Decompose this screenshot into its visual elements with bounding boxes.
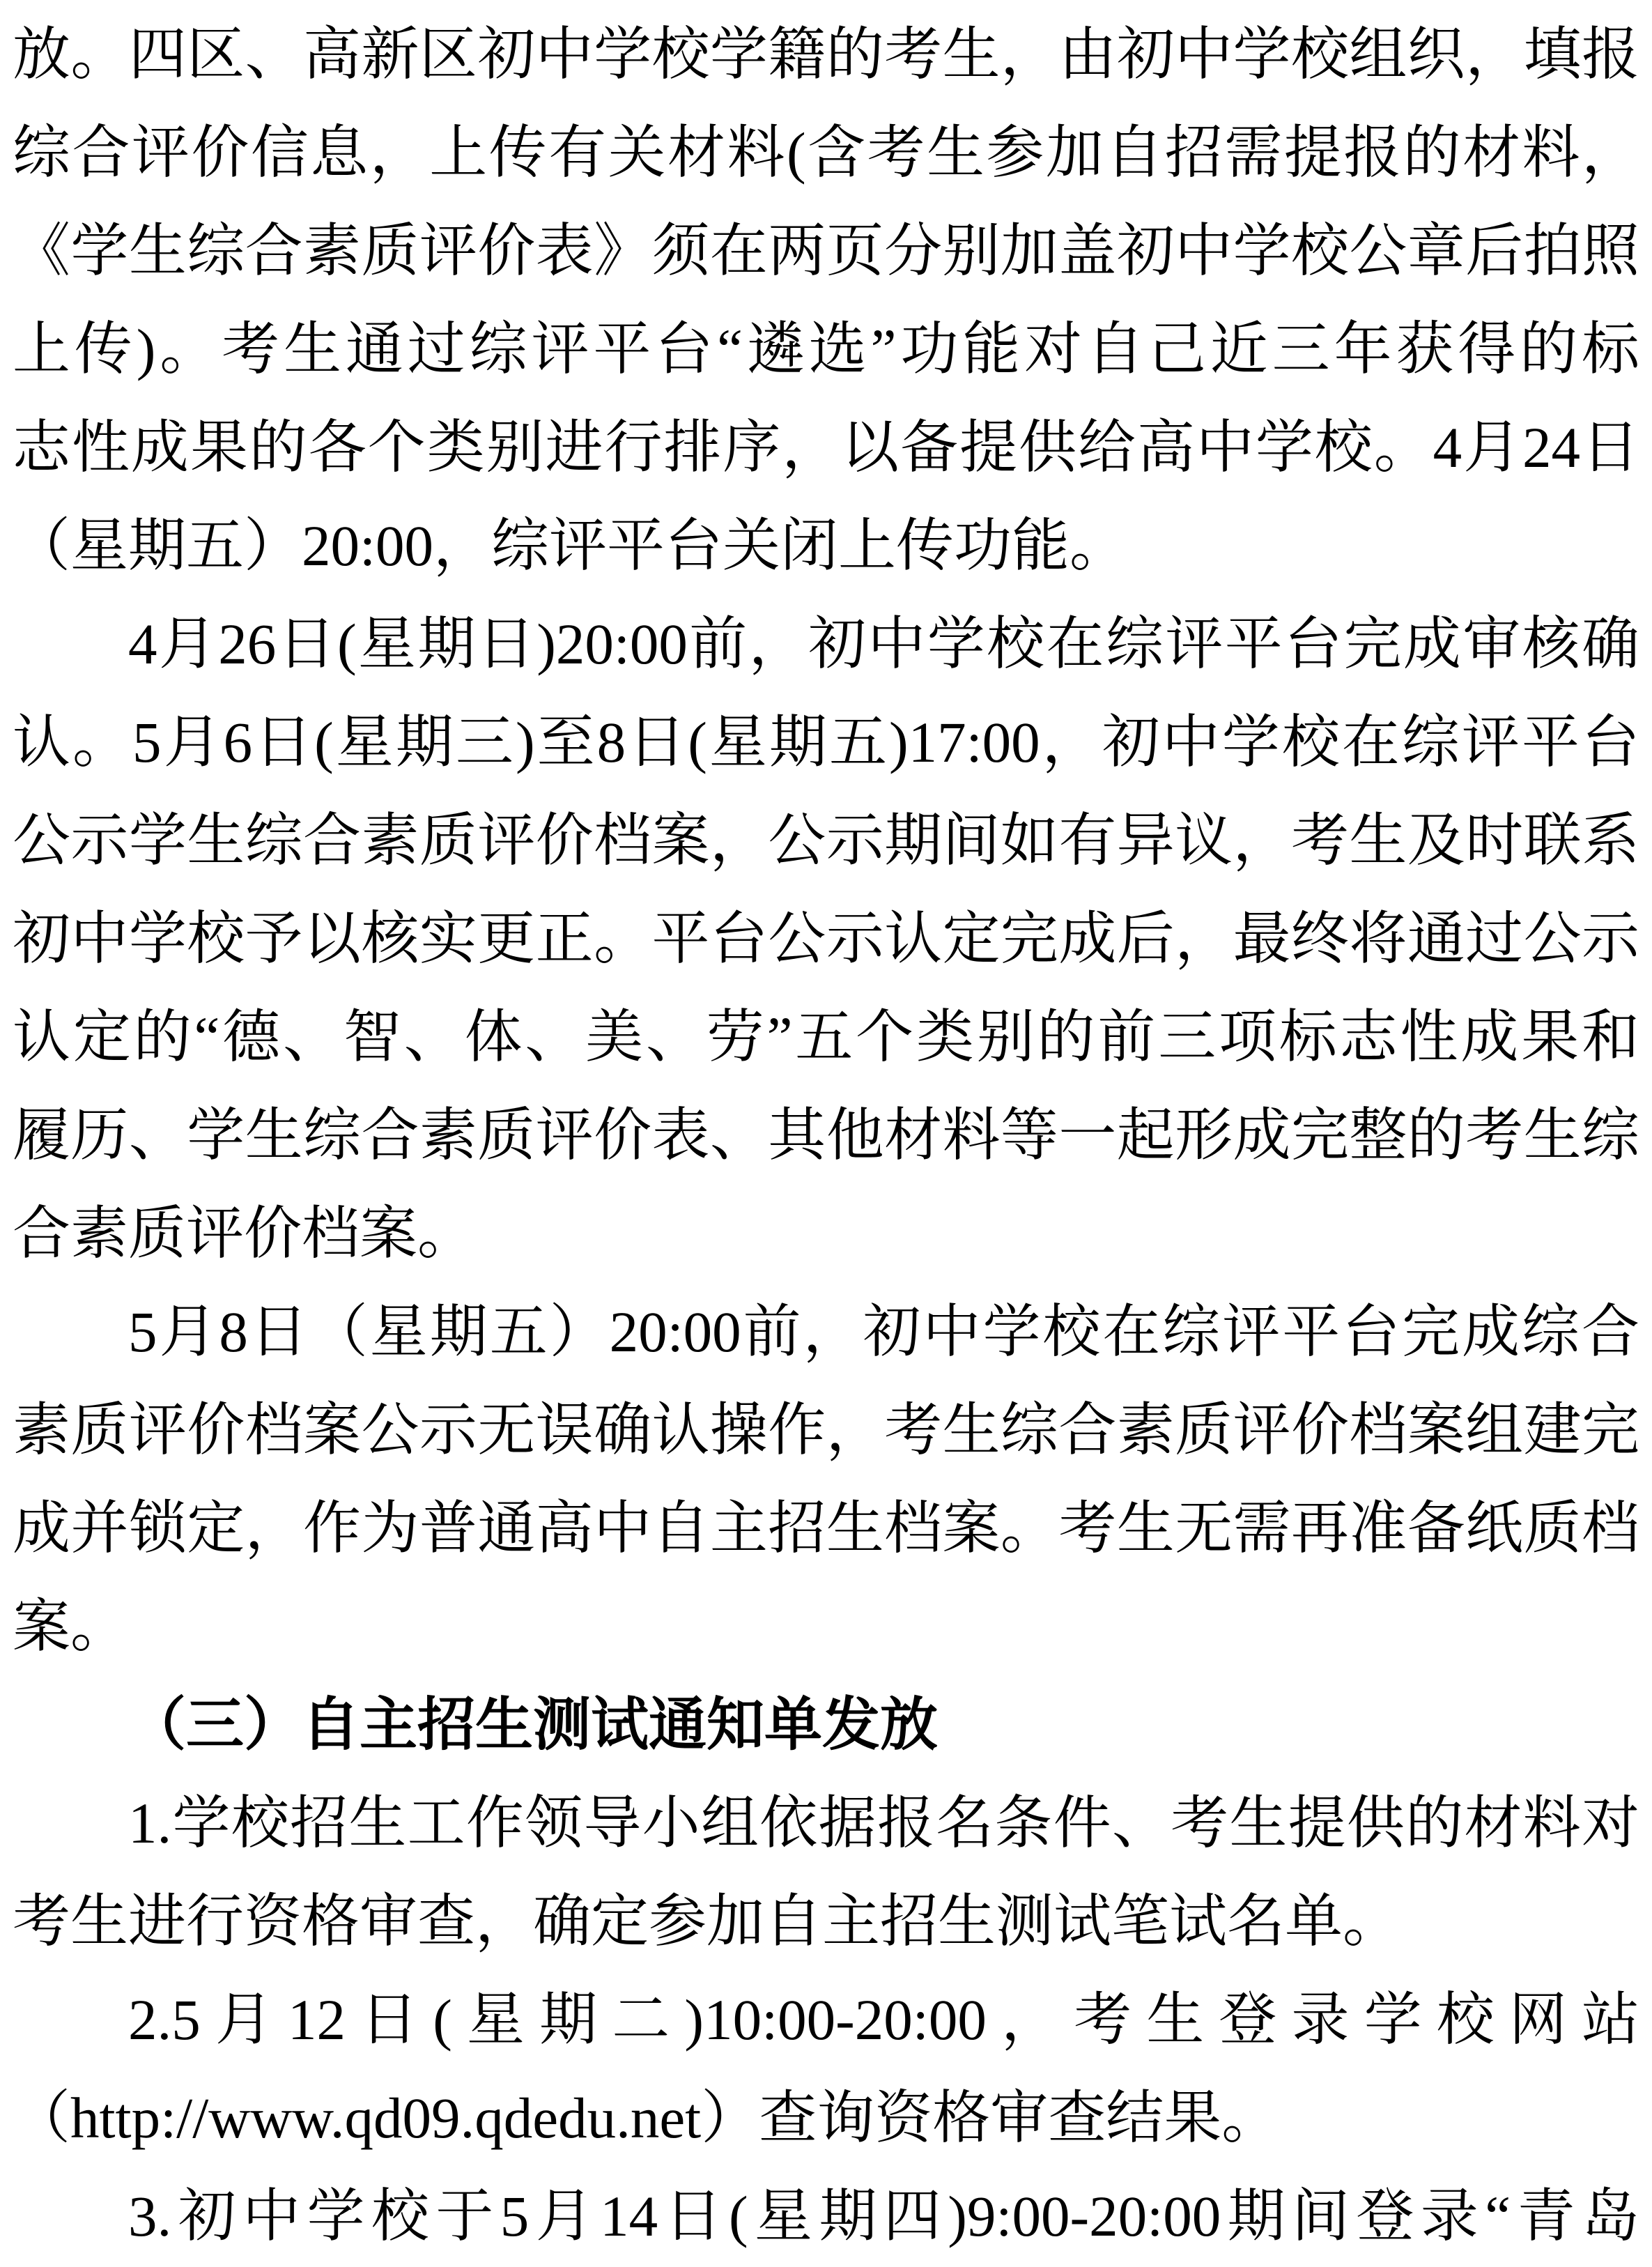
- section-heading: （三）自主招生测试通知单发放: [128, 1693, 938, 1757]
- text-line: （星期五）20:00，综评平台关闭上传功能。: [13, 514, 1128, 578]
- text-line: 合素质评价档案。: [13, 1201, 475, 1266]
- text-line: 考生进行资格审查，确定参加自主招生测试笔试名单。: [13, 1889, 1400, 1953]
- text-line: 素质评价档案公示无误确认操作，考生综合素质评价档案组建完: [13, 1398, 1639, 1462]
- text-line: 案。: [13, 1594, 128, 1659]
- text-line: 成并锁定，作为普通高中自主招生档案。考生无需再准备纸质档: [13, 1496, 1639, 1560]
- text-line: 3.初中学校于5月14日(星期四)9:00-20:00期间登录“青岛: [128, 2184, 1639, 2248]
- text-line: 公示学生综合素质评价档案，公示期间如有异议，考生及时联系: [13, 808, 1639, 873]
- text-line-url: （http://www.qd09.qdedu.net）查询资格审查结果。: [13, 2086, 1280, 2150]
- text-line: 1.学校招生工作领导小组依据报名条件、考生提供的材料对: [128, 1791, 1639, 1855]
- text-line: 履历、学生综合素质评价表、其他材料等一起形成完整的考生综: [13, 1103, 1639, 1167]
- text-line: 综合评价信息，上传有关材料(含考生参加自招需提报的材料，: [13, 121, 1639, 185]
- text-line: 《学生综合素质评价表》须在两页分别加盖初中学校公章后拍照: [13, 219, 1639, 283]
- text-line: 上传)。考生通过综评平台“遴选”功能对自己近三年获得的标: [13, 317, 1639, 381]
- text-line: 初中学校予以核实更正。平台公示认定完成后，最终将通过公示: [13, 907, 1639, 971]
- text-line: 4月26日(星期日)20:00前，初中学校在综评平台完成审核确: [128, 612, 1639, 676]
- text-line: 志性成果的各个类别进行排序，以备提供给高中学校。4月24日: [13, 415, 1639, 479]
- text-line: 5月8日（星期五）20:00前，初中学校在综评平台完成综合: [128, 1300, 1639, 1364]
- text-line: 认定的“德、智、体、美、劳”五个类别的前三项标志性成果和: [13, 1005, 1639, 1069]
- text-line: 放。四区、高新区初中学校学籍的考生，由初中学校组织，填报: [13, 22, 1639, 86]
- text-line: 认。5月6日(星期三)至8日(星期五)17:00，初中学校在综评平台: [13, 710, 1639, 774]
- text-line: 2.5月12日(星期二)10:00-20:00，考生登录学校网站: [128, 1988, 1639, 2052]
